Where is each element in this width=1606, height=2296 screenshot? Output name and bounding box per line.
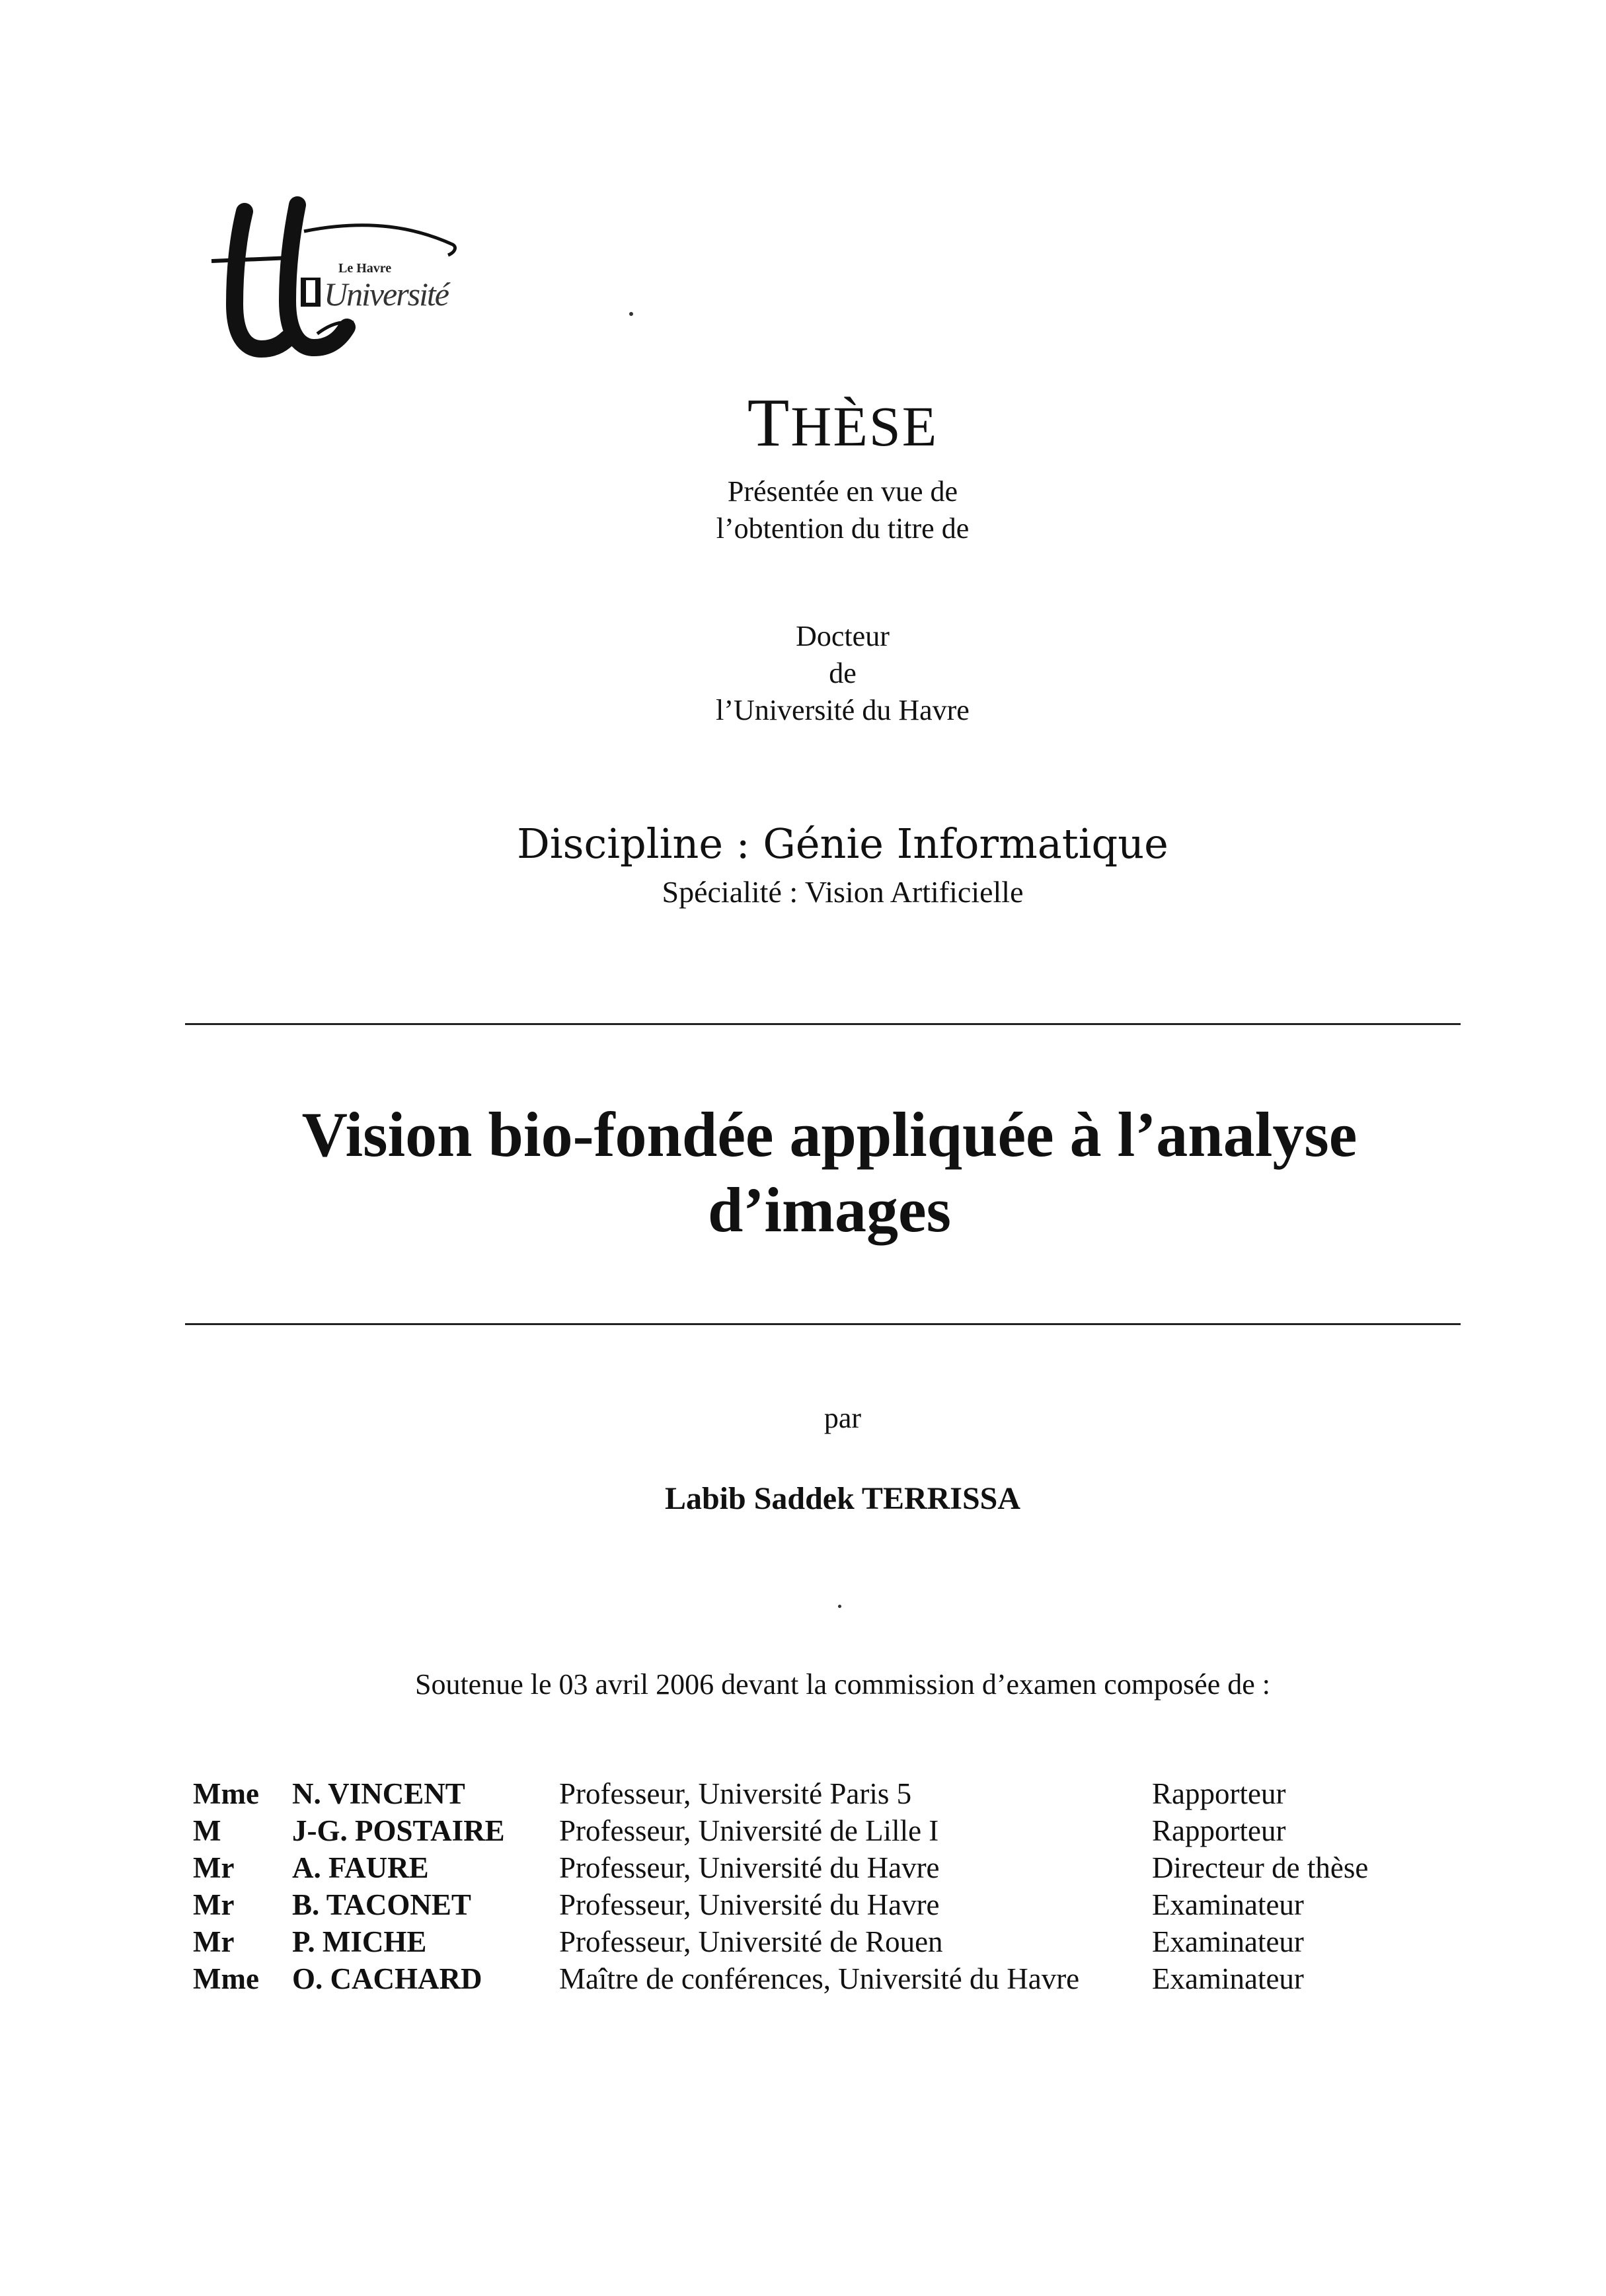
jury-position: Professeur, Université de Rouen [559,1925,943,1958]
divider-bottom [185,1323,1461,1325]
jury-name: B. TACONET [292,1888,471,1921]
presented-line1: Présentée en vue de [727,475,958,508]
jury-role: Examinateur [1152,1925,1304,1958]
jury-title: Mr [193,1888,235,1921]
jury-role: Directeur de thèse [1152,1851,1369,1884]
degree-line1: Docteur [796,620,890,652]
degree-line3: l’Université du Havre [716,694,970,726]
jury-position: Professeur, Université Paris 5 [559,1777,912,1810]
presented-line2: l’obtention du titre de [716,512,970,545]
discipline: Discipline : Génie Informatique [517,820,1168,868]
degree-line2: de [829,657,857,689]
jury-role: Examinateur [1152,1962,1304,1995]
speciality: Spécialité : Vision Artificielle [662,875,1024,909]
jury-name: A. FAURE [292,1851,429,1884]
jury-role: Rapporteur [1152,1777,1286,1810]
jury-title: Mr [193,1851,235,1884]
divider-top [185,1023,1461,1025]
jury-title: Mme [193,1962,259,1995]
jury-position: Maître de conférences, Université du Havre [559,1962,1080,1995]
jury-name: J-G. POSTAIRE [292,1814,505,1847]
thesis-title-line1: Vision bio-fondée appliquée à l’analyse [301,1099,1357,1170]
universite-du-havre-logo-icon [198,192,476,364]
logo-line2: Université [324,276,449,313]
logo-line1: Le Havre [338,261,392,276]
document-title: THÈSE [747,385,938,461]
jury-role: Rapporteur [1152,1814,1286,1847]
presented-text [40,473,1606,547]
table-row [193,1814,1449,1851]
table-row [193,1925,1449,1962]
par-label: par [823,1402,862,1434]
jury-name: P. MICHE [292,1925,427,1958]
scan-speck [629,312,633,316]
jury-title: M [193,1814,221,1847]
table-row [193,1777,1449,1814]
jury-table [193,1777,1449,1999]
jury-position: Professeur, Université du Havre [559,1888,940,1921]
jury-title: Mr [193,1925,235,1958]
thesis-title [26,1097,1606,1248]
jury-role: Examinateur [1152,1888,1304,1921]
jury-title: Mme [193,1777,259,1810]
author-name: Labib Saddek TERRISSA [664,1481,1021,1516]
jury-name: N. VINCENT [292,1777,465,1810]
degree-text [40,618,1606,729]
defense-statement: Soutenue le 03 avril 2006 devant la commission d’examen composée de : [414,1668,1270,1701]
table-row [193,1851,1449,1888]
jury-name: O. CACHARD [292,1962,482,1995]
jury-position: Professeur, Université du Havre [559,1851,940,1884]
thesis-title-line2: d’images [708,1174,951,1245]
scan-speck [838,1605,841,1608]
table-row [193,1888,1449,1925]
table-row [193,1962,1449,1999]
jury-position: Professeur, Université de Lille I [559,1814,939,1847]
